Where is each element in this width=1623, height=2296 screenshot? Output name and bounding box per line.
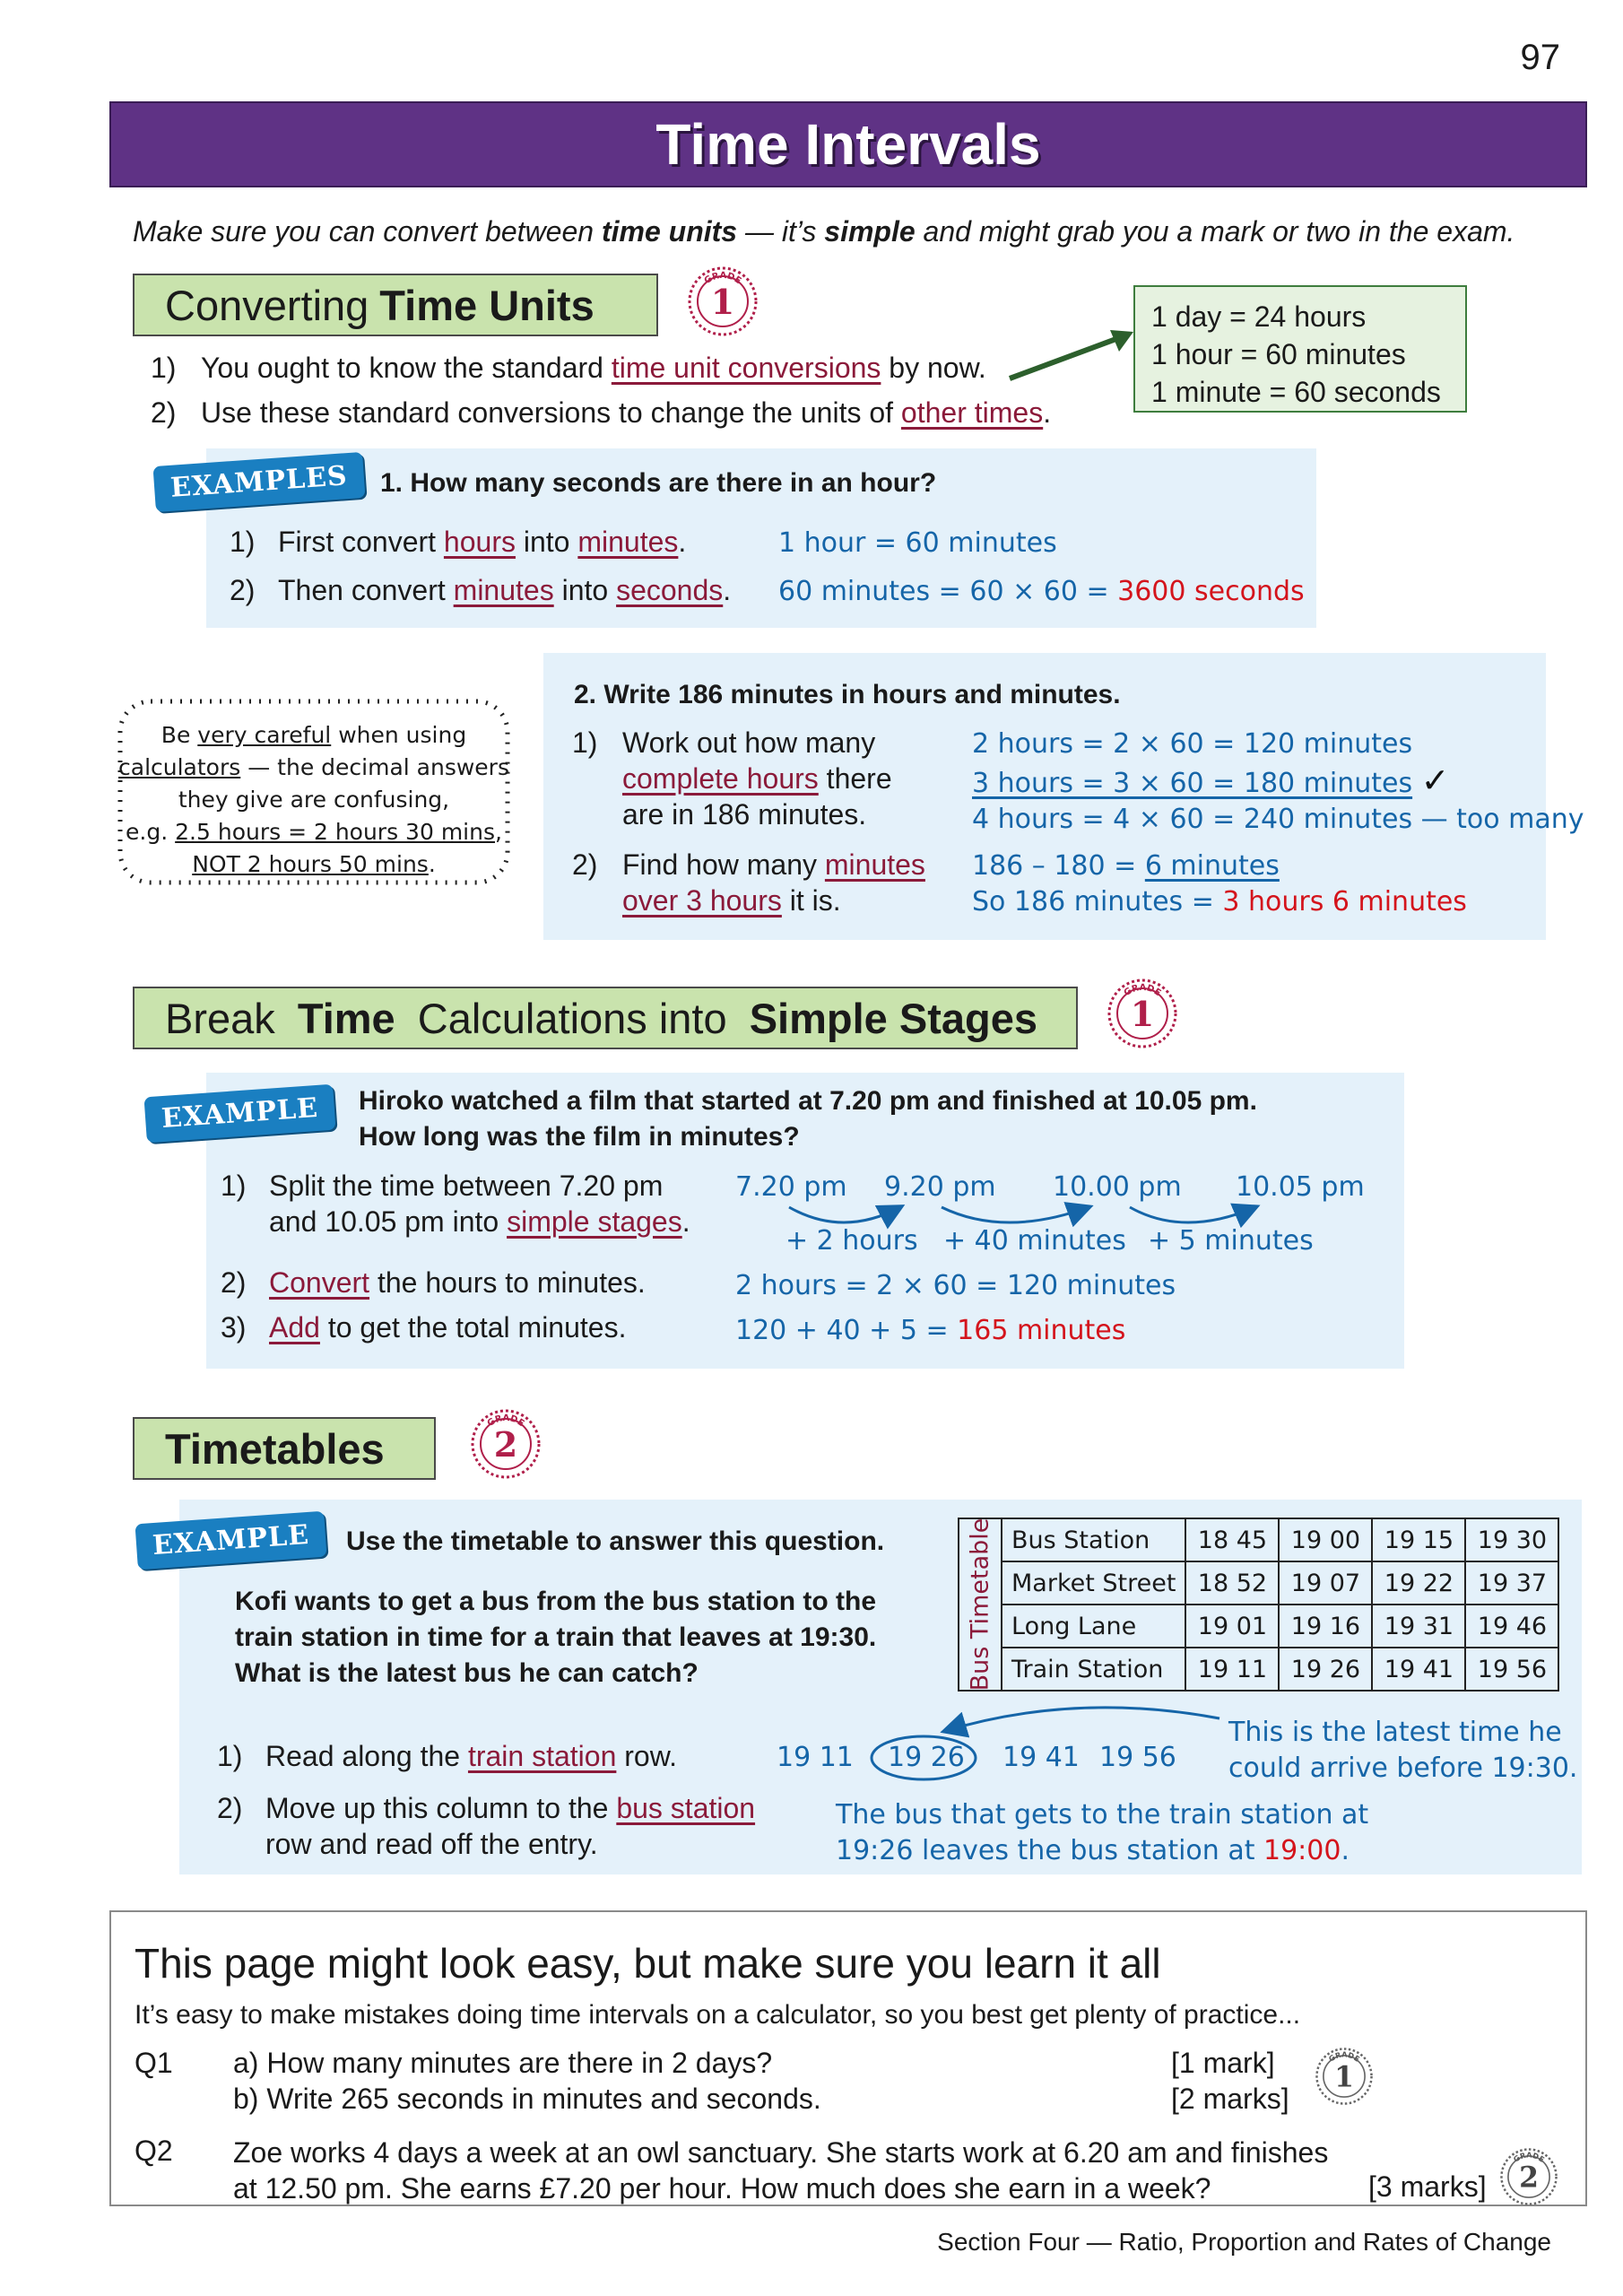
key-term: Convert xyxy=(269,1266,370,1299)
working-text: 186 – 180 = xyxy=(972,850,1145,882)
key-term: minutes xyxy=(453,574,554,606)
step-number: 2) xyxy=(217,1792,243,1824)
time-cell: 19 11 xyxy=(1185,1648,1279,1691)
note-line xyxy=(108,848,520,881)
key-term: simple stages xyxy=(507,1205,682,1238)
timetable-side-label xyxy=(959,1518,1002,1691)
step-text: into xyxy=(515,526,578,558)
grade-number: 2 xyxy=(493,1424,518,1465)
grade-badge-icon xyxy=(687,265,759,337)
step-text: You ought to know the standard xyxy=(201,352,612,384)
question-label: Q2 xyxy=(135,2135,173,2167)
grade-number: 1 xyxy=(1130,994,1155,1034)
step-number: 3) xyxy=(221,1311,247,1344)
question-line: Zoe works 4 days a week at an owl sanctuary. She starts work at 6.20 am and finishes xyxy=(233,2136,1329,2169)
stage-increment: + 2 hours xyxy=(785,1225,918,1257)
row-value: 19 11 xyxy=(777,1742,854,1773)
section-heading-simple-stages xyxy=(133,987,1078,1049)
example-tag: EXAMPLE xyxy=(143,1084,335,1144)
svg-text:GRADE: GRADE xyxy=(1326,2049,1362,2064)
working: 2 hours = 2 × 60 = 120 minutes xyxy=(735,1270,1176,1301)
working-line: 2 hours = 2 × 60 = 120 minutes xyxy=(972,728,1413,760)
conversion-fact: 1 day = 24 hours xyxy=(1151,300,1367,333)
table-row xyxy=(959,1648,1558,1691)
example-question-head: Use the timetable to answer this question. xyxy=(346,1526,885,1556)
step-number: 1) xyxy=(230,526,256,558)
callout-line: could arrive before 19:30. xyxy=(1228,1752,1578,1784)
practice-subtitle: It’s easy to make mistakes doing time intervals on a calculator, so you best get plenty of practice... xyxy=(135,2000,1301,2030)
question-marks: [3 marks] xyxy=(1368,2170,1487,2203)
question-line: train station in time for a train that leaves at 19:30. xyxy=(235,1622,877,1652)
tick-icon: ✓ xyxy=(1420,761,1450,800)
key-term: Add xyxy=(269,1311,320,1344)
heading-text: Converting xyxy=(165,281,369,329)
working-text: 60 minutes = 60 × 60 = xyxy=(778,576,1118,607)
key-term: time unit conversions xyxy=(611,352,881,384)
time-cell: 19 46 xyxy=(1465,1605,1558,1648)
step-number: 2) xyxy=(221,1266,247,1299)
answer: 3 hours 6 minutes xyxy=(1222,886,1467,918)
note-text: . xyxy=(428,851,436,877)
time-cell: 19 30 xyxy=(1465,1518,1558,1561)
key-term: complete hours xyxy=(622,762,819,795)
question-marks: [1 mark] xyxy=(1171,2047,1275,2079)
title-bar xyxy=(109,101,1587,187)
example-step xyxy=(230,574,731,607)
time-stage: 9.20 pm xyxy=(884,1171,996,1203)
key-term: other times xyxy=(900,396,1044,429)
time-cell: 19 01 xyxy=(1185,1605,1279,1648)
step-text: Move up this column to the xyxy=(265,1792,617,1824)
step-text: it is. xyxy=(781,884,841,917)
step-item xyxy=(151,396,1051,430)
time-cell: 19 41 xyxy=(1372,1648,1465,1691)
answer-line: 19:26 leaves the bus station at xyxy=(836,1835,1263,1866)
note-underline: 2.5 hours = 2 hours 30 mins xyxy=(175,819,495,845)
working: 1 hour = 60 minutes xyxy=(778,527,1057,559)
note-text: , xyxy=(495,819,502,845)
working xyxy=(972,726,1584,838)
answer-line: . xyxy=(1341,1835,1350,1866)
question-line: What is the latest bus he can catch? xyxy=(235,1658,699,1688)
heading-bold: Time Units xyxy=(379,281,595,329)
heading-text: Break xyxy=(165,994,287,1042)
question-marks: [2 marks] xyxy=(1171,2083,1289,2115)
intro-part: and might grab you a mark or two in the exam. xyxy=(915,215,1515,248)
question-line: Kofi wants to get a bus from the bus station to the xyxy=(235,1587,877,1616)
bus-timetable xyxy=(958,1518,1559,1692)
examples-tag: EXAMPLES xyxy=(153,452,366,512)
step-text: Find how many xyxy=(622,848,825,881)
step-text: row. xyxy=(616,1740,677,1772)
heading-bold: Simple Stages xyxy=(749,994,1037,1042)
step-item xyxy=(151,352,986,385)
note-line: they give are confusing, xyxy=(178,787,450,813)
answer: 19:00 xyxy=(1263,1835,1341,1866)
conversion-fact: 1 hour = 60 minutes xyxy=(1151,338,1406,370)
example-step xyxy=(221,1168,690,1239)
grade-number: 2 xyxy=(1519,2161,1539,2195)
stop-name: Bus Station xyxy=(1002,1518,1185,1561)
step-text: to get the total minutes. xyxy=(319,1311,627,1344)
working-text: 6 minutes xyxy=(1144,850,1280,882)
time-cell: 19 31 xyxy=(1372,1605,1465,1648)
row-value: 19 41 xyxy=(1002,1742,1080,1773)
step-text: and 10.05 pm into xyxy=(269,1205,508,1238)
question-line: at 12.50 pm. She earns £7.20 per hour. How much does she earn in a week? xyxy=(233,2172,1211,2205)
grade-badge-icon xyxy=(1499,2147,1558,2206)
time-cell: 19 56 xyxy=(1465,1648,1558,1691)
working-text: 120 + 40 + 5 = xyxy=(735,1315,958,1346)
table-row xyxy=(959,1518,1558,1561)
time-cell: 19 16 xyxy=(1279,1605,1372,1648)
working xyxy=(972,848,1467,920)
time-stage: 10.05 pm xyxy=(1236,1171,1365,1203)
step-text: row and read off the entry. xyxy=(265,1828,598,1860)
heading-text: Calculations into xyxy=(405,994,739,1042)
question-label: Q1 xyxy=(135,2047,173,2079)
callout-arrow xyxy=(870,1686,1228,1785)
step-number: 2) xyxy=(572,848,598,881)
step-text: . xyxy=(1043,396,1052,429)
callout-note xyxy=(1228,1715,1577,1787)
callout-line: This is the latest time he xyxy=(1228,1717,1562,1748)
note-text: — the decimal answers xyxy=(240,754,509,780)
step-number: 1) xyxy=(217,1740,243,1772)
step-text: Then convert xyxy=(278,574,454,606)
time-stage: 10.00 pm xyxy=(1053,1171,1182,1203)
stop-name: Train Station xyxy=(1002,1648,1185,1691)
working-text: So 186 minutes = xyxy=(972,886,1223,918)
example-question xyxy=(359,1083,1257,1155)
row-value: 19 56 xyxy=(1099,1742,1176,1773)
calculator-warning-note xyxy=(108,689,520,895)
answer: 3600 seconds xyxy=(1117,576,1305,607)
key-term: bus station xyxy=(616,1792,756,1824)
step-text: Split the time between 7.20 pm xyxy=(269,1170,664,1202)
step-number: 1) xyxy=(572,726,598,759)
grade-number: 1 xyxy=(1334,2061,1354,2094)
step-text: there xyxy=(818,762,892,795)
answer-line: The bus that gets to the train station at xyxy=(836,1799,1369,1831)
example-step xyxy=(572,847,925,918)
example-question: 1. How many seconds are there in an hour? xyxy=(380,468,937,498)
working-line: 4 hours = 4 × 60 = 240 minutes — too many xyxy=(972,804,1584,835)
step-text: Use these standard conversions to change the units of xyxy=(201,396,901,429)
svg-text:GRADE: GRADE xyxy=(1511,2150,1547,2164)
heading-bold: Time xyxy=(297,994,395,1042)
conversions-box xyxy=(1133,285,1467,413)
svg-text:GRADE: GRADE xyxy=(702,270,743,287)
key-term: minutes xyxy=(824,848,925,881)
step-text: are in 186 minutes. xyxy=(622,798,867,831)
key-term: over 3 hours xyxy=(622,884,782,917)
table-row xyxy=(959,1561,1558,1605)
example-step xyxy=(221,1266,646,1300)
note-text: Be xyxy=(161,722,198,748)
practice-heading: This page might look easy, but make sure you learn it all xyxy=(135,1940,1161,1987)
page-title: Time Intervals xyxy=(655,112,1041,177)
intro-part: — it’s xyxy=(737,215,825,248)
svg-text:GRADE: GRADE xyxy=(485,1413,526,1430)
note-line xyxy=(108,816,520,848)
time-cell: 18 52 xyxy=(1185,1561,1279,1605)
note-underline: very careful xyxy=(197,722,332,748)
intro-text xyxy=(133,215,1515,248)
grade-badge-icon xyxy=(1107,978,1178,1049)
key-term: seconds xyxy=(616,574,724,606)
intro-bold: time units xyxy=(601,215,738,248)
stage-increment: + 5 minutes xyxy=(1148,1225,1314,1257)
example-step xyxy=(217,1790,755,1862)
time-cell: 19 07 xyxy=(1279,1561,1372,1605)
step-number: 1) xyxy=(221,1170,247,1202)
example-question xyxy=(235,1584,876,1692)
working-line: 3 hours = 3 × 60 = 180 minutes xyxy=(972,768,1413,799)
time-cell: 19 15 xyxy=(1372,1518,1465,1561)
example-step xyxy=(221,1311,626,1344)
time-cell: 19 22 xyxy=(1372,1561,1465,1605)
step-text: Work out how many xyxy=(622,726,876,759)
step-text: . xyxy=(723,574,732,606)
time-cell: 19 00 xyxy=(1279,1518,1372,1561)
key-term: minutes xyxy=(577,526,679,558)
note-underline: calculators xyxy=(118,754,241,780)
step-number: 2) xyxy=(151,396,177,429)
step-text: First convert xyxy=(278,526,444,558)
page-number: 97 xyxy=(1520,38,1560,77)
intro-bold: simple xyxy=(824,215,916,248)
time-cell: 19 37 xyxy=(1465,1561,1558,1605)
section-heading-timetables: Timetables xyxy=(133,1417,436,1480)
step-number: 2) xyxy=(230,574,256,606)
step-text: into xyxy=(553,574,617,606)
step-text: the hours to minutes. xyxy=(369,1266,646,1299)
svg-text:GRADE: GRADE xyxy=(1122,982,1163,999)
example-tag: EXAMPLE xyxy=(135,1511,326,1570)
example-step xyxy=(217,1740,677,1773)
question-line: Hiroko watched a film that started at 7.20 pm and finished at 10.05 pm. xyxy=(359,1086,1257,1116)
grade-badge-icon xyxy=(470,1408,542,1480)
grade-badge-icon xyxy=(1315,2047,1374,2106)
stage-increment: + 40 minutes xyxy=(943,1225,1126,1257)
table-row xyxy=(959,1605,1558,1648)
conversion-fact: 1 minute = 60 seconds xyxy=(1151,376,1441,408)
example-question: 2. Write 186 minutes in hours and minutes. xyxy=(574,680,1121,709)
intro-part: Make sure you can convert between xyxy=(133,215,602,248)
question-line: How long was the film in minutes? xyxy=(359,1122,800,1152)
grade-number: 1 xyxy=(710,282,735,322)
note-underline: NOT 2 hours 50 mins xyxy=(192,851,429,877)
note-line xyxy=(108,752,520,784)
question-text xyxy=(233,2135,1328,2206)
key-term: train station xyxy=(467,1740,617,1772)
time-cell: 18 45 xyxy=(1185,1518,1279,1561)
time-stage: 7.20 pm xyxy=(735,1171,847,1203)
working xyxy=(778,576,1305,607)
side-label-text: Bus Timetable xyxy=(966,1518,994,1692)
example-step xyxy=(572,725,892,832)
step-text: . xyxy=(681,1205,690,1238)
step-number: 1) xyxy=(151,352,177,384)
working xyxy=(735,1315,1125,1346)
answer-unit: minutes xyxy=(1008,1315,1126,1346)
row-value-circled: 19 26 xyxy=(888,1742,965,1773)
stop-name: Long Lane xyxy=(1002,1605,1185,1648)
note-text: when using xyxy=(331,722,467,748)
example-step xyxy=(230,526,686,559)
key-term: hours xyxy=(443,526,516,558)
answer-text xyxy=(836,1797,1368,1869)
footer-section-label: Section Four — Ratio, Proportion and Rates of Change xyxy=(937,2228,1551,2256)
step-text: . xyxy=(678,526,687,558)
pointer-arrow-icon xyxy=(1004,323,1139,386)
answer: 165 xyxy=(957,1315,1009,1346)
question-part: a) How many minutes are there in 2 days? xyxy=(233,2047,773,2079)
note-text: e.g. xyxy=(126,819,176,845)
section-heading-converting-time-units xyxy=(133,274,658,336)
step-text: Read along the xyxy=(265,1740,468,1772)
question-part: b) Write 265 seconds in minutes and seconds. xyxy=(233,2083,821,2115)
stop-name: Market Street xyxy=(1002,1561,1185,1605)
time-cell: 19 26 xyxy=(1279,1648,1372,1691)
step-text: by now. xyxy=(881,352,986,384)
note-line xyxy=(108,719,520,752)
